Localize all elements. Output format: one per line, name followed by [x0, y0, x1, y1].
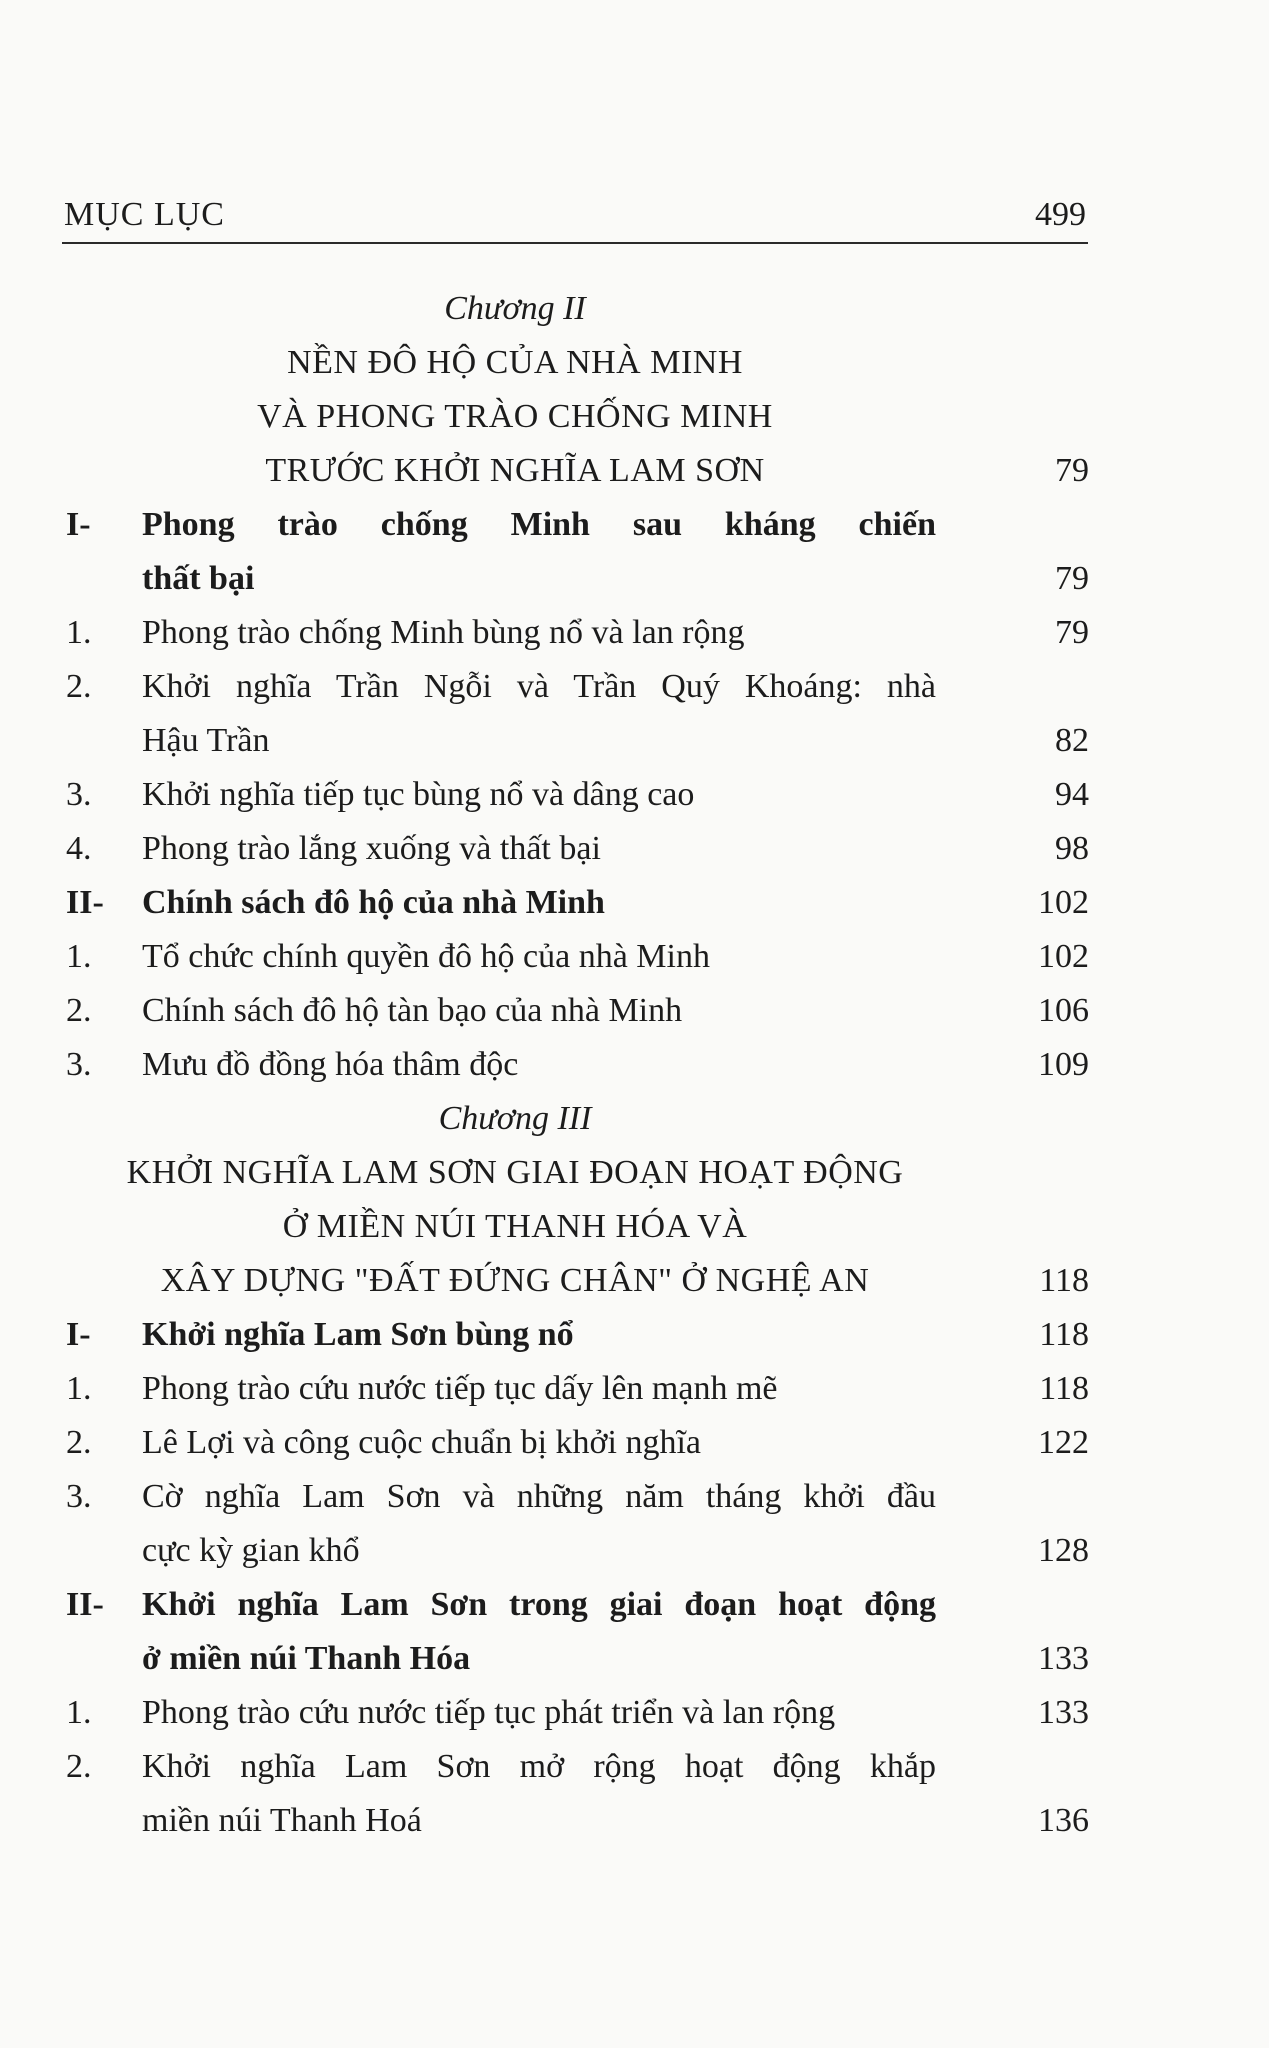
chapter-title-line: Ở MIỀN NÚI THANH HÓA VÀ — [282, 1208, 748, 1245]
toc-entry-text: Khởi nghĩa Lam Sơn bùng nổ — [142, 1316, 574, 1353]
toc-entry-text: miền núi Thanh Hoá — [142, 1802, 422, 1839]
toc-entry-number: 1. — [66, 1370, 92, 1407]
toc-entry-number: 2. — [66, 668, 92, 705]
toc-entry-text: Khởi nghĩa Lam Sơn trong giai đoạn hoạt động — [142, 1586, 936, 1623]
toc-entry-text: cực kỳ gian khổ — [142, 1532, 360, 1569]
toc-page-number: 79 — [1055, 452, 1089, 489]
toc-page-number: 118 — [1039, 1370, 1089, 1407]
toc-page-number: 79 — [1055, 614, 1089, 651]
toc-page-number: 122 — [1038, 1424, 1089, 1461]
chapter-title-line: VÀ PHONG TRÀO CHỐNG MINH — [257, 398, 773, 435]
toc-entry-text: Mưu đồ đồng hóa thâm độc — [142, 1046, 519, 1083]
toc-entry-number: 4. — [66, 830, 92, 867]
chapter-title-line: NỀN ĐÔ HỘ CỦA NHÀ MINH — [287, 344, 743, 381]
toc-entry-number: I- — [66, 1316, 91, 1353]
toc-entry-number: 1. — [66, 614, 92, 651]
toc-page-number: 94 — [1055, 776, 1089, 813]
header-title: MỤC LỤC — [64, 196, 225, 233]
toc-page-number: 102 — [1038, 938, 1089, 975]
toc-entry-text: Khởi nghĩa Lam Sơn mở rộng hoạt động khắp — [142, 1748, 936, 1785]
toc-entry-text: Phong trào chống Minh sau kháng chiến — [142, 506, 936, 543]
chapter-title-line: TRƯỚC KHỞI NGHĨA LAM SƠN — [265, 452, 765, 489]
toc-entry-text: Hậu Trần — [142, 722, 270, 759]
toc-entry-text: Khởi nghĩa Trần Ngỗi và Trần Quý Khoáng: nhà — [142, 668, 936, 705]
toc-entry-number: I- — [66, 506, 91, 543]
toc-entry-text: Phong trào lắng xuống và thất bại — [142, 830, 601, 867]
toc-entry-text: Tổ chức chính quyền đô hộ của nhà Minh — [142, 938, 710, 975]
toc-page-number: 136 — [1038, 1802, 1089, 1839]
toc-page-number: 102 — [1038, 884, 1089, 921]
page-header — [62, 192, 1088, 244]
toc-page-number: 109 — [1038, 1046, 1089, 1083]
toc-entry-text: ở miền núi Thanh Hóa — [142, 1640, 471, 1677]
toc-page-number: 79 — [1055, 560, 1089, 597]
toc-entry-number: 2. — [66, 1748, 92, 1785]
toc-entry-text: Chính sách đô hộ của nhà Minh — [142, 884, 605, 921]
toc-page-number: 133 — [1038, 1694, 1089, 1731]
toc-entry-text: Lê Lợi và công cuộc chuẩn bị khởi nghĩa — [142, 1424, 702, 1461]
toc-entry-number: 1. — [66, 1694, 92, 1731]
toc-entry-number: II- — [66, 1586, 104, 1623]
toc-page-number: 82 — [1055, 722, 1089, 759]
toc-page-number: 106 — [1038, 992, 1089, 1029]
toc-entry-number: 3. — [66, 776, 92, 813]
toc-page-number: 128 — [1038, 1532, 1089, 1569]
toc-page-number: 118 — [1039, 1316, 1089, 1353]
page-number: 499 — [1035, 196, 1086, 233]
toc-entry-number: 1. — [66, 938, 92, 975]
chapter-title-line: KHỞI NGHĨA LAM SƠN GIAI ĐOẠN HOẠT ĐỘNG — [126, 1154, 904, 1191]
toc-entry-text: Phong trào cứu nước tiếp tục dấy lên mạnh mẽ — [142, 1370, 778, 1407]
toc-page-number: 98 — [1055, 830, 1089, 867]
toc-entry-number: 2. — [66, 1424, 92, 1461]
toc-entry-number: 2. — [66, 992, 92, 1029]
chapter-label: Chương III — [438, 1100, 592, 1137]
toc-page-number: 118 — [1039, 1262, 1089, 1299]
chapter-title-line: XÂY DỰNG "ĐẤT ĐỨNG CHÂN" Ở NGHỆ AN — [160, 1262, 870, 1299]
toc-entry-text: Phong trào cứu nước tiếp tục phát triển và lan rộng — [142, 1694, 836, 1731]
chapter-label: Chương II — [444, 290, 586, 327]
toc-entry-text: Phong trào chống Minh bùng nổ và lan rộng — [142, 614, 745, 651]
toc-entry-text: Khởi nghĩa tiếp tục bùng nổ và dâng cao — [142, 776, 695, 813]
toc-entry-number: II- — [66, 884, 104, 921]
toc-entry-text: thất bại — [142, 560, 255, 597]
toc-entry-text: Cờ nghĩa Lam Sơn và những năm tháng khởi đầu — [142, 1478, 936, 1515]
toc-entry-text: Chính sách đô hộ tàn bạo của nhà Minh — [142, 992, 683, 1029]
toc-page-number: 133 — [1038, 1640, 1089, 1677]
toc-entry-number: 3. — [66, 1478, 92, 1515]
toc-entry-number: 3. — [66, 1046, 92, 1083]
